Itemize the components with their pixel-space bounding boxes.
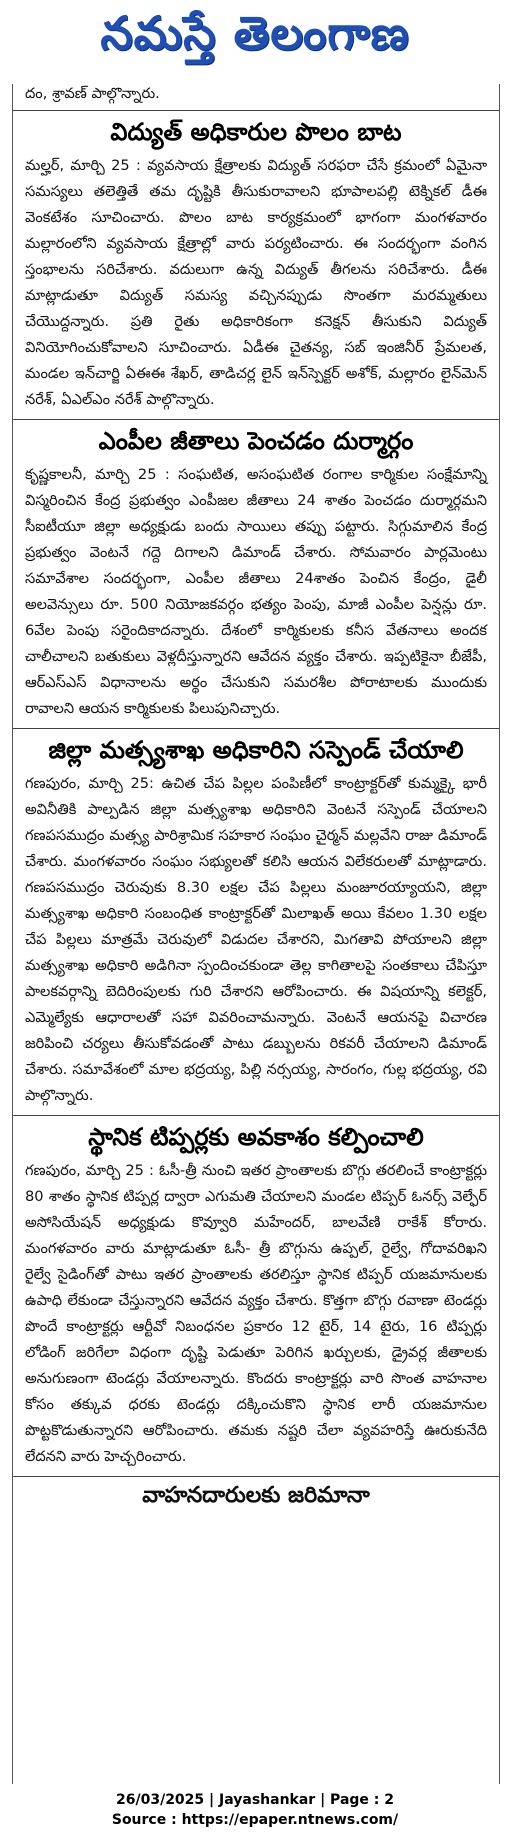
article-headline: విద్యుత్ అధికారుల పొలం బాట <box>110 118 402 146</box>
article-headline: జిల్లా మత్స్యశాఖ అధికారిని సస్పెండ్ చేయాలి <box>48 736 464 764</box>
article-body: మల్హర్, మార్చి 25 : వ్యవసాయ క్షేత్రాలకు విద్యుత్ సరఫరా చేసే క్రమంలో ఏమైనా సమస్యలు తలెత్తితే తమ దృష్టికి తీసుకురావాలని భూపాలపల్లి టెక్నికల్ డీఈ వెంకటేశం సూచించారు. పొలం బాట కార్యక్రమంలో భాగంగా మంగళవారం మల్లారంలోని వ్యవసాయ క్షేత్రాల్లో వారు పర్యటించారు. ఈ సందర్భంగా వంగిన స్తంభాలను సరిచేశారు. వదులుగా ఉన్న విద్యుత్ తీగలను సరిచేశారు. డీఈ మాట్లాడుతూ విద్యుత్ సమస్య వచ్చినప్పుడు సొంతగా మరమ్మతులు చేయొద్దన్నారు. ప్రతి రైతు అధికారికంగా కనెక్షన్ తీసుకుని విద్యుత్ వినియోగించుకోవాలని సూచించారు. ఏడీఈ చైతన్య, సబ్ ఇంజినీర్ ప్రేమలత, మండల ఇన్‌చార్జి ఏఈఈ శేఖర్, తాడిచర్ల లైన్ ఇన్‌స్పెక్టర్ అశోక్, మల్లారం లైన్‌మెన్ నరేశ్, ఏఎల్ఎం నరేశ్ పాల్గొన్నారు. <box>25 157 487 408</box>
masthead <box>0 0 510 78</box>
article-mp-salaries <box>13 426 499 722</box>
article-local-tippers <box>13 1122 499 1470</box>
divider <box>13 1476 499 1477</box>
divider <box>13 419 499 420</box>
previous-article-fragment: దం, శ్రావణ్ పాల్గొన్నారు. <box>25 85 160 102</box>
edition-info: 26/03/2025 | Jayashankar | Page : 2 <box>116 1792 394 1808</box>
article-fisheries-officer <box>13 735 499 1109</box>
divider <box>13 110 499 111</box>
news-column <box>12 84 500 1784</box>
page-footer <box>0 1790 510 1840</box>
divider <box>13 728 499 729</box>
article-body: గణపురం, మార్చి 25 : ఓసీ-త్రీ నుంచి ఇతర ప్రాంతాలకు బొగ్గు తరలించే కాంట్రాక్టర్లు 80 శాతం స్థానిక టిప్పర్ల ద్వారా ఎగుమతి చేయాలని మండల టిప్పర్ ఓనర్స్ వెల్ఫేర్ అసోసియేషన్ అధ్యక్షుడు కొవ్వూరి మహేందర్, బాలవేణి రాకేశ్ కోరారు. మంగళవారం వారు మాట్లాడుతూ ఓసీ- త్రీ బొగ్గును ఉప్పల్, రైల్వే, గోదావరిఖని రైల్వే సైడింగ్‌తో పాటు ఇతర ప్రాంతాలకు తరలిస్తూ స్థానిక టిప్పర్ యజమానులకు ఉపాధి లేకుండా చేస్తున్నారని ఆవేదన వ్యక్తం చేశారు. కొత్తగా బొగ్గు రవాణా టెండర్లు పొందే కాంట్రాక్టర్లు ఆర్టీవో నిబంధనల ప్రకారం 12 టైర్, 14 టైరు, 16 టిప్పర్లు లోడింగ్ జరిగేలా విధంగా దృష్టి పెడుతూ పెరిగిన ఖర్చులకు, డ్రైవర్ల జీతాలకు అనుగుణంగా టెండర్లు వేయాలన్నారు. కొందరు కాంట్రాక్టర్లు వారి సొంత వాహనాల కోసం తక్కువ ధరకు టెండర్లు దక్కించుకొని స్థానిక లారీ యజమానుల పొట్టకొడుతున్నారని ఆరోపించారు. తమకు నష్టరి చేలా వ్యవహరిస్తే ఊరుకునేది లేదనని వారు హెచ్చరించారు. <box>25 1162 487 1465</box>
cut-off-headline: వాహనదారులకు జరిమానా <box>142 1483 370 1503</box>
newspaper-title: నమస్తే తెలంగాణ <box>100 6 410 60</box>
article-electricity-officials <box>13 117 499 413</box>
article-body: గణపురం, మార్చి 25: ఉచిత చేప పిల్లల పంపిణీలో కాంట్రాక్టర్‌తో కుమ్మక్కై భారీ అవినీతికి పాల్పడిన జిల్లా మత్స్యశాఖ అధికారిని వెంటనే సస్పెండ్ చేయాలని గణపసముద్రం మత్స్య పారిశ్రామిక సహకార సంఘం చైర్మన్ మల్లవేని రాజు డిమాండ్ చేశారు. మంగళవారం సంఘం సభ్యులతో కలిసి ఆయన విలేకరులతో మాట్లాడారు. గణపసముద్రం చెరువుకు 8.30 లక్షల చేప పిల్లలు మంజూరయ్యాయని, జిల్లా మత్స్యశాఖ అధికారి సంబంధిత కాంట్రాక్టర్‌తో మిలాఖత్ అయి కేవలం 1.30 లక్షల చేప పిల్లలు మాత్రమే చెరువులో విడుదల చేశారని, మిగతావి పోయాలని జిల్లా మత్స్యశాఖ అధికారి అడిగినా స్పందించకుండా తెల్ల కాగితాలపై సంతకాలు చేపిస్తూ పాలకవర్గాన్ని బెదిరింపులకు గురి చేశారని ఆరోపించారు. ఈ విషయాన్ని కలెక్టర్, ఎమ్మెల్యేకు ఆధారాలతో సహా వివరించామన్నారు. వెంటనే ఆయనపై విచారణ జరిపించి చర్యలు తీసుకోవడంతో పాటు డబ్బులను రికవరీ చేయాలని డిమాండ్ చేశారు. సమావేశంలో మాల భద్రయ్య, పిల్లి నర్సయ్య, సారంగం, గుల్ల భద్రయ్య, రవి పాల్గొన్నారు. <box>25 775 487 1104</box>
article-body: కృష్ణకాలనీ, మార్చి 25 : సంఘటిత, అసంఘటిత రంగాల కార్మికుల సంక్షేమాన్ని విస్మరించిన కేంద్ర ప్రభుత్వం ఎంపీజల జీతాలు 24 శాతం పెంచడం దుర్మార్గమని సీఐటీయూ జిల్లా అధ్యక్షుడు బందు సాయిలు తప్పు పట్టారు. సిగ్గుమాలిన కేంద్ర ప్రభుత్వం వెంటనే గద్దె దిగాలని డిమాండ్ చేశారు. సోమవారం పార్లమెంటు సమావేశాల సందర్భంగా, ఎంపీల జీతాలు 24శాతం పెంచిన కేంద్రం, డైలీ అలవెన్సులు రూ. 500 నియోజకవర్గం భత్యం పెంపు, మాజీ ఎంపీల పెన్షన్లు రూ. 6వేల పెంపు సరైందికాదన్నారు. దేశంలో కార్మికులకు కనీస వేతనాలు అందక చాలీచాలని బతుకులు వెళ్లదీస్తున్నారని ఆవేదన వ్యక్తం చేశారు. ఇప్పటికైనా బీజేపీ, ఆర్ఎస్ఎస్ విధానాలను అర్థం చేసుకుని సమరశీల పోరాటాలకు ముందుకు రావాలని ఆయన కార్మికులకు పిలుపునిచ్చారు. <box>25 466 487 717</box>
article-headline: స్థానిక టిప్పర్లకు అవకాశం కల్పించాలి <box>88 1123 424 1151</box>
article-headline: ఎంపీల జీతాలు పెంచడం దుర్మార్గం <box>98 427 414 455</box>
divider <box>13 1115 499 1116</box>
source-link[interactable]: Source : https://epaper.ntnews.com/ <box>111 1812 399 1828</box>
